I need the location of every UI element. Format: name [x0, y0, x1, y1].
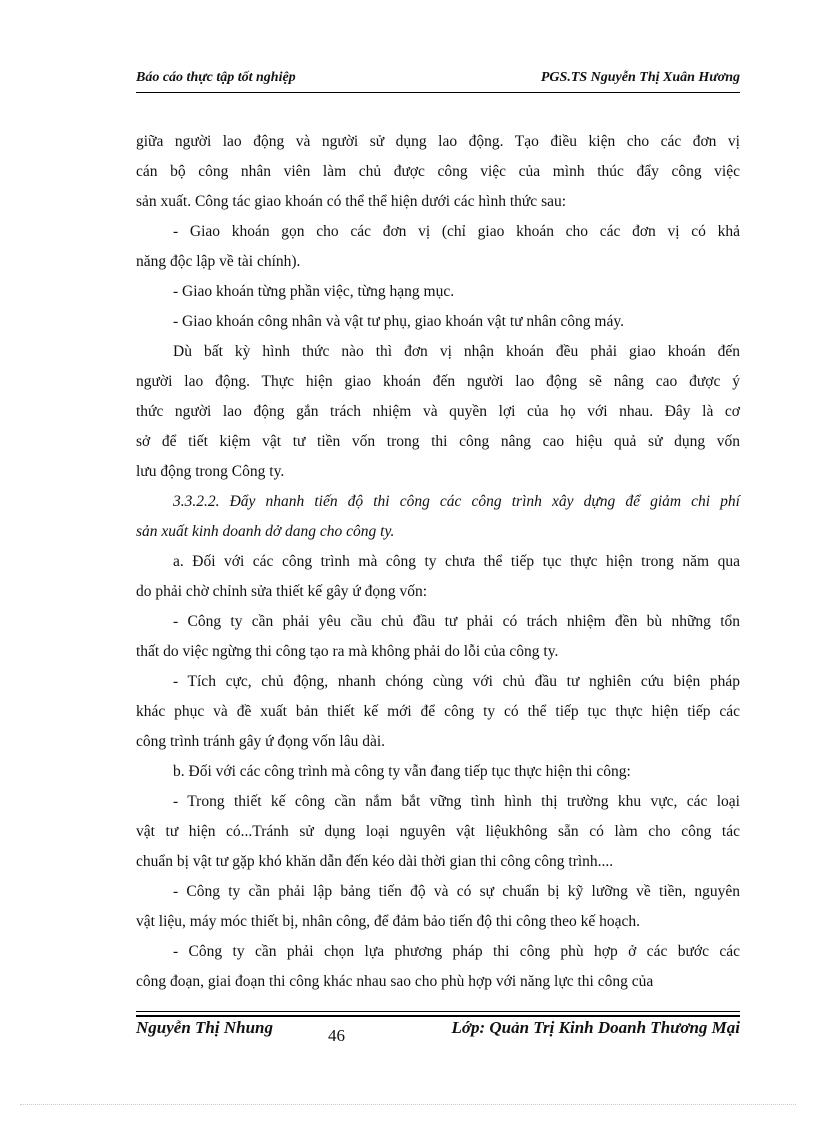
header-supervisor: PGS.TS Nguyễn Thị Xuân Hương: [540, 70, 740, 85]
text-line: giữa người lao động và người sử dụng lao động. Tạo điều kiện cho các đơn vị: [136, 133, 740, 150]
text-line: - Công ty cần phải lập bảng tiến độ và có sự chuẩn bị kỹ lưỡng về tiền, nguyên: [173, 883, 740, 900]
text-line: do phải chờ chỉnh sửa thiết kế gây ứ đọng vốn:: [136, 583, 428, 600]
text-line: - Tích cực, chủ động, nhanh chóng cùng với chủ đầu tư nghiên cứu biện pháp: [173, 673, 740, 690]
bottom-dotted-line: [20, 1104, 796, 1105]
text-line: sản xuất. Công tác giao khoán có thể thể hiện dưới các hình thức sau:: [136, 193, 567, 210]
footer-class: Lớp: Quản Trị Kinh Doanh Thương Mại: [451, 1018, 740, 1037]
page-number: 46: [328, 1026, 345, 1045]
paragraph: [136, 877, 740, 937]
document-body: [136, 127, 740, 997]
text-line: chuẩn bị vật tư gặp khó khăn dẫn đến kéo dài thời gian thi công công trình....: [136, 853, 614, 870]
text-line: công trình tránh gây ứ đọng vốn lâu dài.: [136, 733, 386, 750]
page-header: [136, 70, 740, 92]
text-line: thất do việc ngừng thi công tạo ra mà không phải do lỗi của công ty.: [136, 643, 559, 660]
page-footer: [136, 1018, 740, 1048]
text-line: người lao động. Thực hiện giao khoán đến người lao động sẽ nâng cao được ý: [136, 373, 740, 390]
text-line: vật liệu, máy móc thiết bị, nhân công, để đảm bảo tiến độ thi công theo kế hoạch.: [136, 913, 641, 930]
text-line: công đoạn, giai đoạn thi công khác nhau sao cho phù hợp với năng lực thi công của: [136, 973, 654, 990]
text-line: sở để tiết kiệm vật tư tiền vốn trong thi công nâng cao hiệu quả sử dụng vốn: [136, 433, 740, 450]
text-line: a. Đối với các công trình mà công ty chưa thể tiếp tục thực hiện trong năm qua: [173, 553, 740, 570]
text-line: cán bộ công nhân viên làm chủ được công việc của mình thúc đẩy công việc: [136, 163, 740, 180]
paragraph: [136, 667, 740, 757]
text-line: 3.3.2.2. Đẩy nhanh tiến độ thi công các công trình xây dựng để giảm chi phí: [173, 493, 740, 510]
paragraph: [136, 547, 740, 607]
text-line: - Công ty cần phải chọn lựa phương pháp thi công phù hợp ở các bước các: [173, 943, 740, 960]
text-line: b. Đối với các công trình mà công ty vẫn đang tiếp tục thực hiện thi công:: [173, 763, 631, 780]
paragraph: [136, 607, 740, 667]
footer-author: Nguyễn Thị Nhung: [136, 1018, 273, 1037]
footer-divider-thick: [136, 1015, 740, 1017]
text-line: khác phục và đề xuất bản thiết kế mới để công ty có thể tiếp tục thực hiện tiếp các: [136, 703, 740, 720]
text-line: năng độc lập về tài chính).: [136, 253, 301, 270]
text-line: lưu động trong Công ty.: [136, 463, 285, 480]
text-line: sản xuất kinh doanh dở dang cho công ty.: [136, 523, 395, 540]
text-line: - Công ty cần phải yêu cầu chủ đầu tư phải có trách nhiệm đền bù những tổn: [173, 613, 740, 630]
text-line: vật tư hiện có...Tránh sử dụng loại nguyên vật liệukhông sẵn có làm cho công tác: [136, 823, 740, 840]
text-line: - Trong thiết kế công cần nắm bắt vững tình hình thị trường khu vực, các loại: [173, 793, 740, 810]
paragraph: [136, 757, 740, 787]
text-line: thức người lao động gắn trách nhiệm và quyền lợi của họ với nhau. Đây là cơ: [136, 403, 740, 420]
paragraph: [136, 307, 740, 337]
paragraph: [136, 217, 740, 277]
text-line: Dù bất kỳ hình thức nào thì đơn vị nhận khoán đều phải giao khoán đến: [173, 343, 740, 360]
paragraph: [136, 337, 740, 487]
text-line: - Giao khoán gọn cho các đơn vị (chỉ giao khoán cho các đơn vị có khả: [173, 223, 740, 240]
header-report-title: Báo cáo thực tập tốt nghiệp: [136, 70, 296, 85]
paragraph: [136, 127, 740, 217]
header-divider: [136, 92, 740, 93]
paragraph: [136, 937, 740, 997]
text-line: - Giao khoán từng phần việc, từng hạng mục.: [173, 283, 455, 300]
footer-divider-thin: [136, 1011, 740, 1012]
paragraph: [136, 277, 740, 307]
section-heading: [136, 487, 740, 547]
text-line: - Giao khoán công nhân và vật tư phụ, giao khoán vật tư nhân công máy.: [173, 313, 624, 330]
paragraph: [136, 787, 740, 877]
